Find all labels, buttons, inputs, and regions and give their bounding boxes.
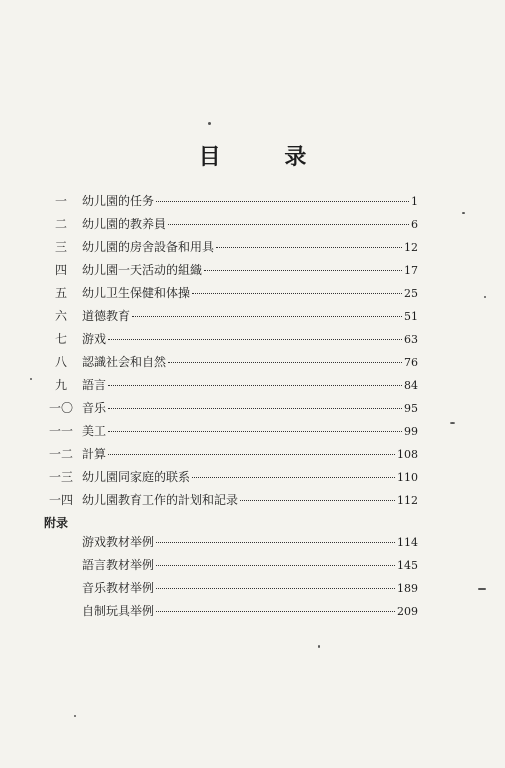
chapter-title: 美工: [82, 424, 107, 438]
page-number: 209: [397, 605, 418, 618]
scan-speck: [74, 715, 76, 717]
scan-speck: [484, 296, 486, 298]
scan-speck: [30, 378, 32, 380]
page-number: 110: [397, 471, 418, 484]
chapter-number: 三: [54, 240, 67, 254]
scan-speck: [208, 122, 211, 125]
toc-entry[interactable]: [46, 215, 418, 238]
appendix-title: 自制玩具举例: [82, 604, 155, 618]
chapter-number: 一〇: [48, 401, 73, 415]
chapter-number: 四: [54, 263, 67, 277]
dot-leader: [192, 293, 402, 294]
chapter-title: 幼儿園的任务: [82, 194, 155, 208]
toc-entry[interactable]: [46, 376, 418, 399]
chapter-title: 游戏: [82, 332, 107, 346]
dot-leader: [132, 316, 402, 317]
dot-leader: [156, 588, 395, 589]
toc-entry[interactable]: [46, 192, 418, 215]
page-number: 112: [397, 494, 418, 507]
chapter-title: 幼儿卫生保健和体操: [82, 286, 191, 300]
page-number: 189: [397, 582, 418, 595]
chapter-number: 一二: [48, 447, 73, 461]
toc-entry[interactable]: [46, 284, 418, 307]
appendix-entry[interactable]: [76, 579, 418, 602]
page-number: 1: [411, 195, 418, 208]
page-number: 145: [397, 559, 418, 572]
dot-leader: [204, 270, 402, 271]
toc-entry[interactable]: [46, 445, 418, 468]
page-number: 76: [404, 356, 418, 369]
chapter-title: 幼儿園的房舍設备和用具: [82, 240, 215, 254]
dot-leader: [108, 408, 402, 409]
page-number: 51: [404, 310, 418, 323]
chapter-number: 五: [54, 286, 67, 300]
appendix-title: 游戏教材举例: [82, 535, 155, 549]
toc-entry[interactable]: [46, 468, 418, 491]
scan-speck: [478, 588, 486, 590]
chapter-number: 一三: [48, 470, 73, 484]
page-number: 114: [397, 536, 418, 549]
dot-leader: [108, 339, 402, 340]
appendix-list: [76, 533, 418, 625]
page-number: 108: [397, 448, 418, 461]
dot-leader: [156, 542, 395, 543]
toc-entry[interactable]: [46, 422, 418, 445]
chapter-title: 幼儿園的教养員: [82, 217, 167, 231]
dot-leader: [156, 565, 395, 566]
toc-entry[interactable]: [46, 491, 418, 514]
dot-leader: [168, 224, 409, 225]
dot-leader: [240, 500, 395, 501]
page-number: 63: [404, 333, 418, 346]
page-title: 目 录: [198, 144, 335, 170]
chapter-title: 計算: [82, 447, 107, 461]
chapter-title: 幼儿園一天活动的組織: [82, 263, 203, 277]
chapter-title: 音乐: [82, 401, 107, 415]
chapter-title: 道德教育: [82, 309, 131, 323]
dot-leader: [108, 454, 395, 455]
scan-speck: [318, 645, 320, 648]
chapter-number: 九: [54, 378, 67, 392]
table-of-contents: [46, 192, 418, 514]
dot-leader: [108, 385, 402, 386]
chapter-number: 一一: [48, 424, 73, 438]
dot-leader: [156, 611, 395, 612]
toc-entry[interactable]: [46, 399, 418, 422]
toc-entry[interactable]: [46, 307, 418, 330]
scan-speck: [462, 212, 465, 214]
dot-leader: [216, 247, 402, 248]
appendix-entry[interactable]: [76, 533, 418, 556]
toc-entry[interactable]: [46, 238, 418, 261]
toc-entry[interactable]: [46, 353, 418, 376]
toc-entry[interactable]: [46, 330, 418, 353]
appendix-title: 語言教材举例: [82, 558, 155, 572]
page-number: 84: [404, 379, 418, 392]
chapter-number: 七: [54, 332, 67, 346]
dot-leader: [192, 477, 395, 478]
appendix-heading: 附录: [44, 516, 69, 530]
chapter-number: 八: [54, 355, 67, 369]
chapter-title: 幼儿園教育工作的計划和記录: [82, 493, 239, 507]
chapter-number: 二: [54, 217, 67, 231]
dot-leader: [168, 362, 402, 363]
scan-speck: [450, 422, 455, 424]
chapter-number: 六: [54, 309, 67, 323]
appendix-title: 音乐教材举例: [82, 581, 155, 595]
dot-leader: [108, 431, 402, 432]
appendix-entry[interactable]: [76, 602, 418, 625]
page-number: 99: [404, 425, 418, 438]
chapter-title: 認識社会和自然: [82, 355, 167, 369]
page-number: 95: [404, 402, 418, 415]
page-number: 6: [411, 218, 418, 231]
page-number: 25: [404, 287, 418, 300]
page-number: 17: [404, 264, 418, 277]
appendix-entry[interactable]: [76, 556, 418, 579]
chapter-number: 一: [54, 194, 67, 208]
toc-entry[interactable]: [46, 261, 418, 284]
chapter-number: 一四: [48, 493, 73, 507]
page-number: 12: [404, 241, 418, 254]
chapter-title: 語言: [82, 378, 107, 392]
chapter-title: 幼儿園同家庭的联系: [82, 470, 191, 484]
dot-leader: [156, 201, 409, 202]
